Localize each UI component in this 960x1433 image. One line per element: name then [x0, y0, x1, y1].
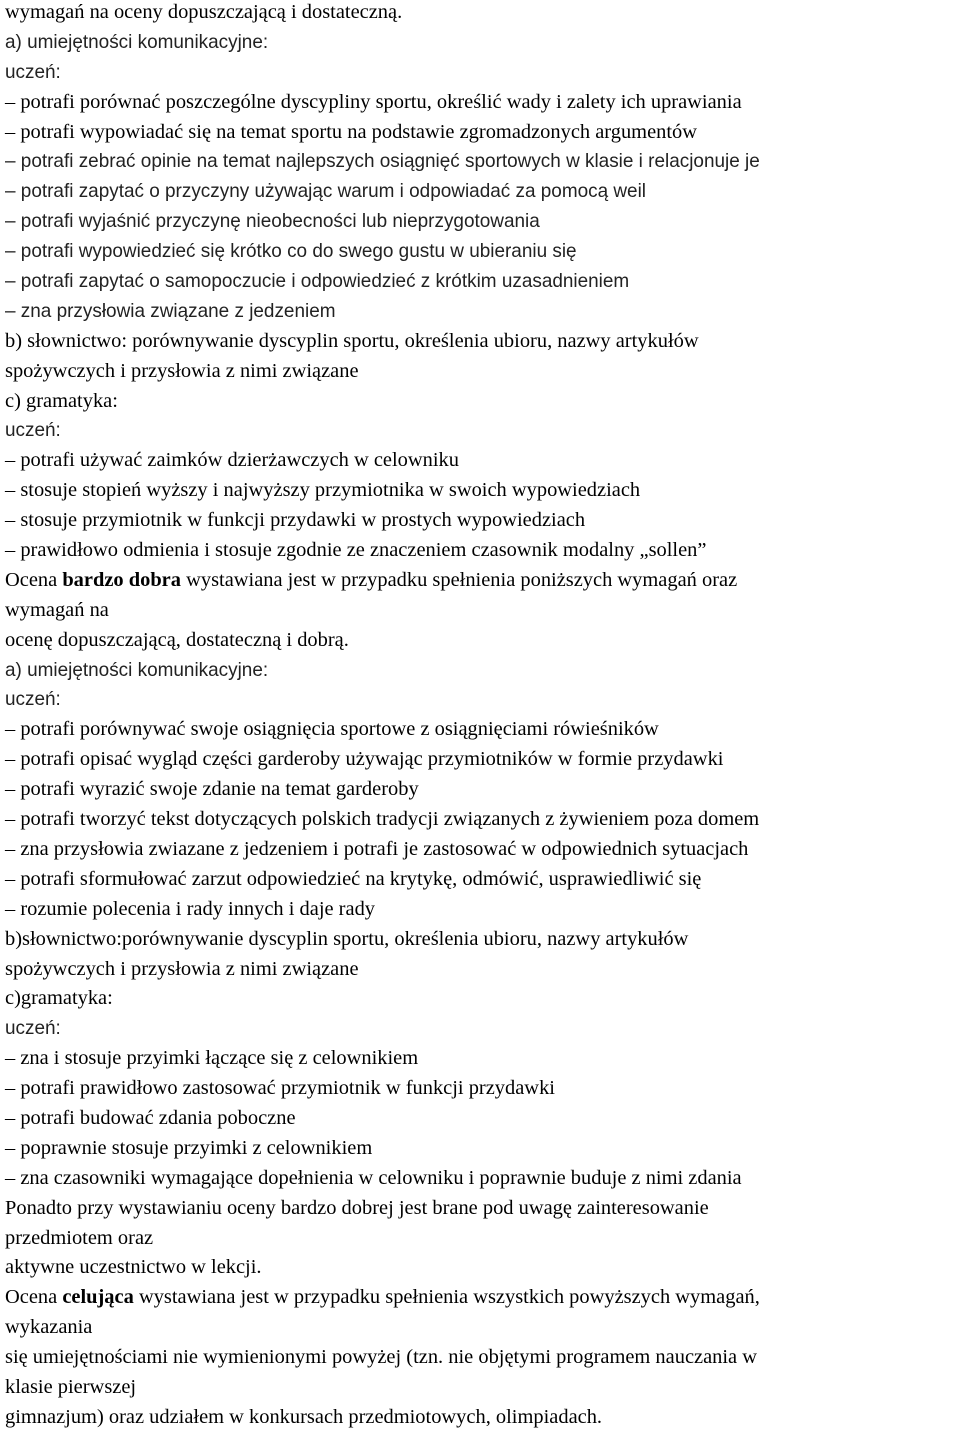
- text-line: – zna i stosuje przyimki łączące się z celownikiem: [5, 1047, 419, 1070]
- text-line: spożywczych i przysłowia z nimi związane: [5, 359, 359, 382]
- text-line: spożywczych i przysłowia z nimi związane: [5, 957, 359, 980]
- text-line: – potrafi wyrazić swoje zdanie na temat garderoby: [5, 778, 419, 801]
- text-line: – potrafi sformułować zarzut odpowiedzieć na krytykę, odmówić, usprawiedliwić się: [5, 867, 702, 890]
- text-line: – potrafi prawidłowo zastosować przymiotnik w funkcji przydawki: [5, 1077, 555, 1100]
- document-body: [5, 0, 960, 1433]
- text-line: uczeń:: [5, 420, 61, 442]
- text-line: – potrafi zapytać o przyczyny używając warum i odpowiadać za pomocą weil: [5, 181, 647, 203]
- text-line: – poprawnie stosuje przyimki z celownikiem: [5, 1136, 373, 1159]
- text-line: uczeń:: [5, 61, 61, 83]
- text-line: – stosuje stopień wyższy i najwyższy przymiotnika w swoich wypowiedziach: [5, 479, 641, 502]
- text-line: uczeń:: [5, 689, 61, 711]
- text-line: klasie pierwszej: [5, 1375, 137, 1398]
- text-line: wykazania: [5, 1316, 93, 1339]
- text-line: uczeń:: [5, 1018, 61, 1040]
- text-line: – prawidłowo odmienia i stosuje zgodnie ze znaczeniem czasownik modalny „sollen”: [5, 539, 707, 562]
- text-line: – zna przysłowia zwiazane z jedzeniem i potrafi je zastosować w odpowiednich sytuacjach: [5, 837, 749, 860]
- text-line: – potrafi budować zdania poboczne: [5, 1106, 296, 1129]
- text-line: – potrafi zebrać opinie na temat najlepszych osiągnięć sportowych w klasie i relacjonuje je: [5, 151, 760, 173]
- text-line: – rozumie polecenia i rady innych i daje rady: [5, 897, 376, 920]
- text-line: wymagań na: [5, 598, 109, 621]
- text-line: aktywne uczestnictwo w lekcji.: [5, 1256, 262, 1279]
- text-line: – potrafi tworzyć tekst dotyczących polskich tradycji związanych z żywieniem poza domem: [5, 808, 760, 831]
- text-line: b) słownictwo: porównywanie dyscyplin sportu, określenia ubioru, nazwy artykułów: [5, 329, 699, 352]
- text-line: – zna przysłowia związane z jedzeniem: [5, 300, 336, 322]
- text-line: c) gramatyka:: [5, 389, 118, 412]
- text-segment: wystawiana jest w przypadku spełnienia poniższych wymagań oraz: [180, 568, 738, 591]
- grade-name: bardzo dobra: [62, 568, 181, 591]
- text-line: [5, 1283, 960, 1313]
- text-line: – potrafi porównać poszczególne dyscypliny sportu, określić wady i zalety ich uprawiania: [5, 90, 742, 113]
- text-line: – potrafi zapytać o samopoczucie i odpowiedzieć z krótkim uzasadnieniem: [5, 271, 630, 293]
- text-line: Ponadto przy wystawianiu oceny bardzo dobrej jest brane pod uwagę zainteresowanie: [5, 1196, 709, 1219]
- text-line: przedmiotem oraz: [5, 1226, 154, 1249]
- text-line: – potrafi porównywać swoje osiągnięcia sportowe z osiągnięciami rówieśników: [5, 718, 659, 741]
- text-line: b)słownictwo:porównywanie dyscyplin sportu, określenia ubioru, nazwy artykułów: [5, 927, 689, 950]
- text-line: a) umiejętności komunikacyjne:: [5, 659, 269, 681]
- text-segment: wystawiana jest w przypadku spełnienia wszystkich powyższych wymagań,: [133, 1286, 760, 1309]
- text-line: c)gramatyka:: [5, 987, 113, 1010]
- text-line: wymagań na oceny dopuszczającą i dostateczną.: [5, 1, 403, 23]
- text-line: – potrafi wyjaśnić przyczynę nieobecności lub nieprzygotowania: [5, 211, 540, 233]
- text-line: – zna czasowniki wymagające dopełnienia w celowniku i poprawnie buduje z nimi zdania: [5, 1166, 742, 1189]
- text-segment: Ocena: [5, 1286, 63, 1309]
- text-line: ocenę dopuszczającą, dostateczną i dobrą.: [5, 628, 349, 651]
- text-line: – potrafi wypowiedzieć się krótko co do swego gustu w ubieraniu się: [5, 241, 577, 263]
- text-line: [5, 566, 960, 596]
- text-line: a) umiejętności komunikacyjne:: [5, 31, 269, 53]
- grade-name: celująca: [62, 1286, 134, 1309]
- text-line: – stosuje przymiotnik w funkcji przydawki w prostych wypowiedziach: [5, 509, 586, 532]
- text-line: – potrafi opisać wygląd części garderoby używając przymiotników w formie przydawki: [5, 748, 724, 771]
- text-segment: Ocena: [5, 568, 63, 591]
- text-line: się umiejętnościami nie wymienionymi powyżej (tzn. nie objętymi programem nauczania w: [5, 1346, 757, 1369]
- text-line: – potrafi używać zaimków dzierżawczych w celowniku: [5, 449, 459, 472]
- text-line: gimnazjum) oraz udziałem w konkursach przedmiotowych, olimpiadach.: [5, 1405, 603, 1428]
- text-line: – potrafi wypowiadać się na temat sportu na podstawie zgromadzonych argumentów: [5, 120, 698, 143]
